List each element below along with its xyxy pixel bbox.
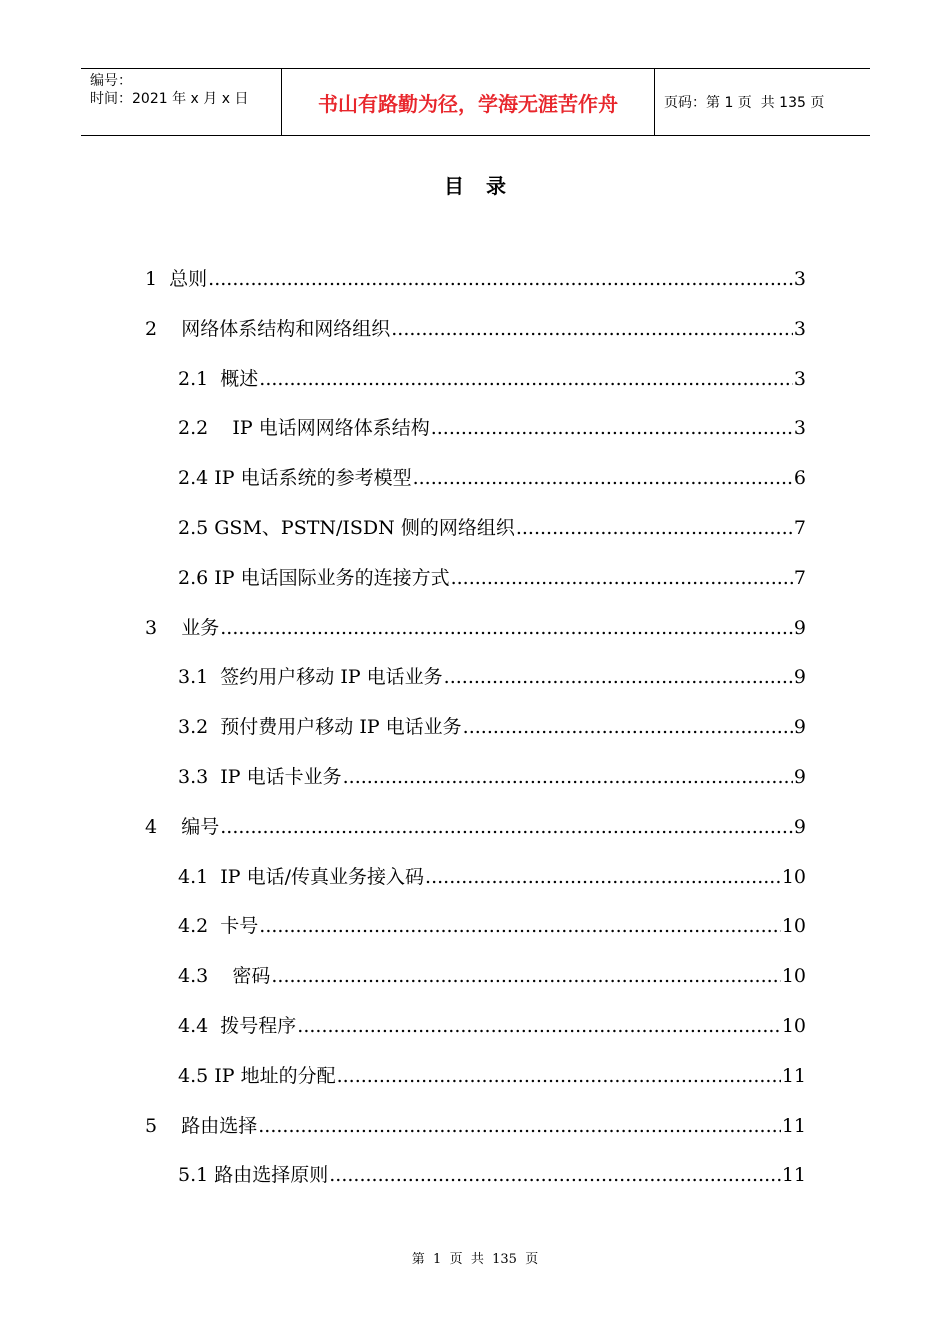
toc-dot-leader xyxy=(297,1015,781,1037)
toc-dot-leader xyxy=(463,716,793,738)
document-time-label: 时间：2021 年 x 月 x 日 xyxy=(90,91,249,107)
toc-entry[interactable] xyxy=(178,712,806,742)
toc-entry[interactable] xyxy=(178,463,806,493)
toc-entry-label: 4.2 卡号 xyxy=(178,915,259,938)
toc-entry-page: 9 xyxy=(793,616,806,639)
toc-dot-leader xyxy=(425,866,781,888)
toc-entry-label: 5.1 路由选择原则 xyxy=(178,1164,329,1187)
toc-entry-page: 11 xyxy=(781,1114,806,1137)
toc-dot-leader xyxy=(220,617,793,639)
toc-entry-label: 2.6 IP 电话国际业务的连接方式 xyxy=(178,566,450,589)
toc-entry-label: 3.2 预付费用户移动 IP 电话业务 xyxy=(178,716,462,739)
page-header xyxy=(81,68,870,136)
toc-entry-label: 4.5 IP 地址的分配 xyxy=(178,1064,336,1087)
toc-entry[interactable] xyxy=(145,264,806,294)
toc-entry-page: 10 xyxy=(781,965,806,988)
toc-dot-leader xyxy=(258,1115,781,1137)
toc-dot-leader xyxy=(451,567,793,589)
toc-entry-page: 3 xyxy=(793,317,806,340)
toc-entry-page: 9 xyxy=(793,716,806,739)
toc-entry[interactable] xyxy=(178,364,806,394)
toc-entry-label: 3 业务 xyxy=(145,616,220,639)
toc-dot-leader xyxy=(220,816,793,838)
toc-entry-page: 3 xyxy=(793,367,806,390)
toc-entry[interactable] xyxy=(178,1160,806,1190)
toc-entry[interactable] xyxy=(178,862,806,892)
toc-entry-label: 2.5 GSM、PSTN/ISDN 侧的网络组织 xyxy=(178,517,515,539)
toc-entry-page: 6 xyxy=(793,467,806,490)
toc-entry-page: 11 xyxy=(781,1064,806,1087)
toc-dot-leader xyxy=(271,965,780,987)
toc-title: 目录 xyxy=(444,174,528,198)
toc-entry-label: 2.2 IP 电话网网络体系结构 xyxy=(178,417,430,440)
toc-entry[interactable] xyxy=(178,662,806,692)
toc-entry-page: 11 xyxy=(781,1164,806,1187)
toc-dot-leader xyxy=(337,1065,781,1087)
toc-entry[interactable] xyxy=(145,613,806,643)
toc-entry[interactable] xyxy=(178,1061,806,1091)
toc-entry[interactable] xyxy=(178,513,806,543)
toc-entry-label: 3.3 IP 电话卡业务 xyxy=(178,766,342,788)
toc-entry-label: 3.1 签约用户移动 IP 电话业务 xyxy=(178,666,443,689)
toc-entry-page: 9 xyxy=(793,815,806,838)
toc-dot-leader xyxy=(208,268,793,290)
toc-entry-label: 2.4 IP 电话系统的参考模型 xyxy=(178,467,412,490)
toc-entry-page: 10 xyxy=(781,915,806,938)
toc-entry-page: 3 xyxy=(793,417,806,440)
toc-entry-label: 5 路由选择 xyxy=(145,1114,258,1137)
toc-entry-page: 7 xyxy=(793,517,806,539)
toc-entry-page: 10 xyxy=(781,865,806,888)
document-number-label: 编号： xyxy=(90,73,132,89)
page-footer: 第 1 页 共 135 页 xyxy=(411,1252,539,1267)
toc-entry[interactable] xyxy=(145,314,806,344)
toc-entry[interactable] xyxy=(178,762,806,792)
toc-entry[interactable] xyxy=(178,413,806,443)
toc-entry-label: 1 总则 xyxy=(145,268,208,290)
header-motto: 书山有路勤为径，学海无涯苦作舟 xyxy=(282,69,655,135)
header-page-info xyxy=(655,69,870,135)
toc-entry-label: 4.3 密码 xyxy=(178,965,271,988)
toc-entry-label: 4.4 拨号程序 xyxy=(178,1015,297,1037)
toc-dot-leader xyxy=(259,915,781,937)
toc-dot-leader xyxy=(259,368,793,390)
toc-entry-label: 2 网络体系结构和网络组织 xyxy=(145,317,391,340)
toc-entry[interactable] xyxy=(178,911,806,941)
toc-entry[interactable] xyxy=(145,1111,806,1141)
toc-entry[interactable] xyxy=(178,563,806,593)
toc-dot-leader xyxy=(391,318,793,340)
header-page-info-text: 页码：第 1 页 共 135 页 xyxy=(664,95,825,111)
toc-dot-leader xyxy=(343,766,793,788)
toc-dot-leader xyxy=(444,666,793,688)
toc-entry-page: 7 xyxy=(793,566,806,589)
toc-entry-page: 9 xyxy=(793,666,806,689)
toc-entry-label: 2.1 概述 xyxy=(178,367,259,390)
toc-dot-leader xyxy=(329,1164,781,1186)
toc-entry-page: 10 xyxy=(781,1015,806,1037)
toc-entry[interactable] xyxy=(178,961,806,991)
toc-entry[interactable] xyxy=(178,1011,806,1041)
toc-entry[interactable] xyxy=(145,812,806,842)
toc-entry-page: 3 xyxy=(793,268,806,290)
toc-dot-leader xyxy=(431,417,793,439)
toc-dot-leader xyxy=(413,467,793,489)
toc-entry-label: 4.1 IP 电话/传真业务接入码 xyxy=(178,865,425,888)
toc-entry-page: 9 xyxy=(793,766,806,788)
header-meta xyxy=(81,69,282,135)
toc-entry-label: 4 编号 xyxy=(145,815,220,838)
toc-dot-leader xyxy=(516,517,793,539)
